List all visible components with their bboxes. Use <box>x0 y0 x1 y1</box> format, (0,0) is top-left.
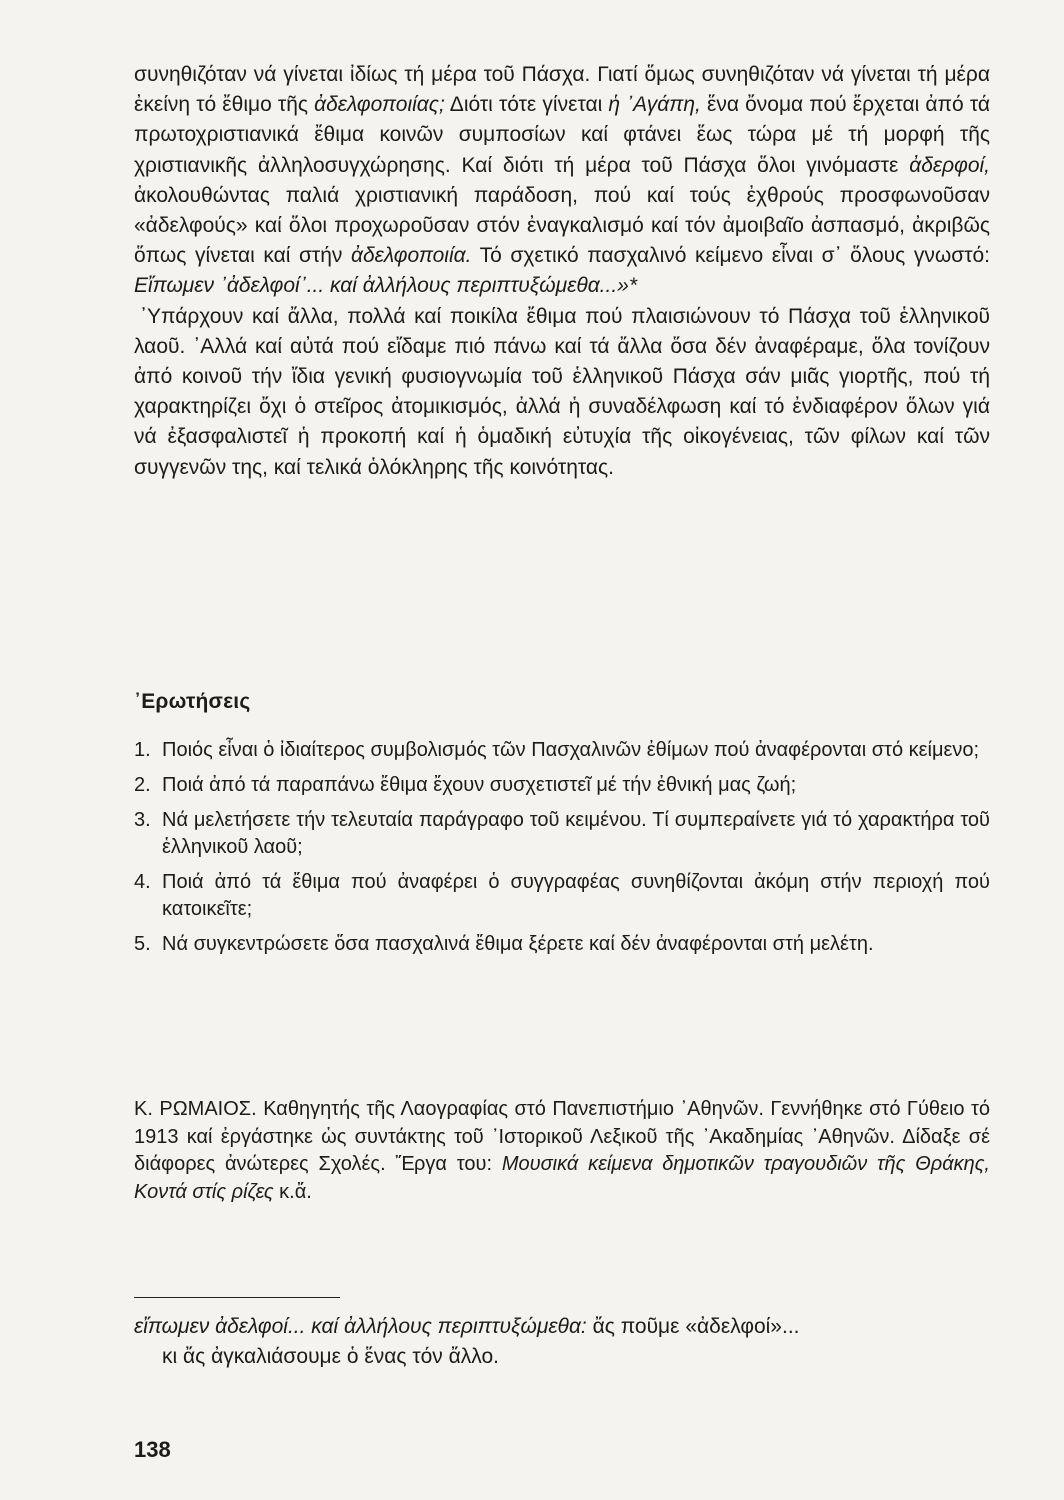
question-number: 2. <box>134 774 151 796</box>
italic-term: ἀδελφοποιία. <box>350 244 472 268</box>
question-text: Νά μελετήσετε τήν τελευταία παράγραφο τοῦ κειμένου. Τί συμπεραίνετε γιά τό χαρακτήρα τοῦ ἑλληνικοῦ λαοῦ; <box>162 809 990 858</box>
italic-quote: Εἴπωμεν ᾿ἀδελφοί᾿... καί ἀλλήλους περιπτυξώμεθα...»* <box>134 274 638 298</box>
question-number: 5. <box>134 933 151 955</box>
bio-tail: κ.ἄ. <box>273 1180 312 1203</box>
question-text: Ποιός εἶναι ὁ ἰδιαίτερος συμβολισμός τῶν Πασχαλινῶν ἐθίμων πού ἀναφέρονται στό κείμενο; <box>162 739 980 761</box>
footnote-line-1 <box>134 1312 994 1342</box>
footnote-rule <box>134 1297 340 1298</box>
question-number: 4. <box>134 871 151 893</box>
text-run: συνηθιζόταν νά γίνεται ἰδίως τή μέρα τοῦ Πάσχα. Γιατί ὅμως συνηθιζόταν νά γίνεται τή μέρα ἐκείνη τό ἔθιμο τῆς <box>134 63 990 117</box>
italic-term: ἀδερφοί, <box>909 153 990 177</box>
main-text <box>134 60 990 483</box>
bio-text: Κ. ΡΩΜΑΙΟΣ. Καθηγητής τῆς Λαογραφίας στό Πανεπιστήμιο ᾿Αθηνῶν. Γεννήθηκε στό Γύθειο τό 1913 καί ἐργάστηκε ὡς συντάκτης τοῦ ᾿Ιστορικοῦ Λεξικοῦ τῆς ᾿Ακαδημίας ᾿Αθηνῶν. Δίδαξε σέ διάφορες ἀνώτερες Σχολές. Ἔργα του: <box>134 1098 990 1175</box>
italic-term: ἀδελφοποιίας; <box>314 93 445 117</box>
question-text: Ποιά ἀπό τά παραπάνω ἔθιμα ἔχουν συσχετιστεῖ μέ τήν ἐθνική μας ζωή; <box>162 774 797 796</box>
question-item <box>134 931 990 958</box>
text-run: Τό σχετικό πασχαλινό κείμενο εἶναι σ᾿ ὅλους γνωστό: <box>471 244 991 268</box>
questions-heading: ᾿Ερωτήσεις <box>134 690 251 713</box>
footnote-gloss: ἄς ποῦμε «ἀδελφοί»... <box>586 1315 800 1338</box>
paragraph-1 <box>134 60 990 302</box>
question-text: Νά συγκεντρώσετε ὅσα πασχαλινά ἔθιμα ξέρετε καί δέν ἀναφέρονται στή μελέτη. <box>162 933 874 955</box>
text-run: ἀκολουθώντας παλιά χριστιανική παράδοση, πού καί τούς ἐχθρούς προσφωνοῦσαν «ἀδελφούς» καί ὅλοι προχωροῦσαν στόν ἐναγκαλισμό καί τόν ἀμοιβαῖο ἀσπασμό, ἀκριβῶς ὅπως γίνεται καί στήν <box>134 183 990 268</box>
footnote-line-2: κι ἄς ἀγκαλιάσουμε ὁ ἕνας τόν ἄλλο. <box>162 1345 499 1368</box>
italic-term: ἡ ᾿Αγάπη, <box>608 93 701 117</box>
question-number: 3. <box>134 809 151 831</box>
question-text: Ποιά ἀπό τά ἔθιμα πού ἀναφέρει ὁ συγγραφέας συνηθίζονται ἀκόμη στήν περιοχή πού κατοικεῖτε; <box>162 871 990 920</box>
question-item <box>134 807 990 861</box>
bio-works: Μουσικά κείμενα δημοτικῶν τραγουδιῶν τῆς Θράκης, Κοντά στίς ρίζες <box>134 1153 990 1203</box>
footnote <box>134 1312 994 1372</box>
question-number: 1. <box>134 739 151 761</box>
question-item <box>134 772 990 799</box>
author-bio <box>134 1096 990 1206</box>
paragraph-2: ᾿Υπάρχουν καί ἄλλα, πολλά καί ποικίλα ἔθιμα πού πλαισιώνουν τό Πάσχα τοῦ ἑλληνικοῦ λαοῦ. ᾿Αλλά καί αὐτά πού εἴδαμε πιό πάνω καί τά ἄλλα ὅσα δέν ἀναφέραμε, ὅλα τονίζουν ἀπό κοινοῦ τήν ἴδια γενική φυσιογνωμία τοῦ ἑλληνικοῦ Πάσχα σάν μιᾶς γιορτῆς, πού τή χαρακτηρίζει ὄχι ὁ στεῖρος ἀτομικισμός, ἀλλά ἡ συναδέλφωση καί τό ἐνδιαφέρον ὅλων γιά νά ἐξασφαλιστεῖ ἡ προκοπή καί ἡ ὁμαδική εὐτυχία τῆς οἰκογένειας, τῶν φίλων καί τῶν συγγενῶν της, καί τελικά ὁλόκληρης τῆς κοινότητας. <box>134 304 990 479</box>
questions-list <box>134 737 990 966</box>
text-run: ἕνα ὄνομα πού ἔρχεται ἀπό τά πρωτοχριστιανικά ἔθιμα κοινῶν συμποσίων καί φτάνει ἕως τώρα μέ τή μορφή τῆς χριστιανικῆς ἀλληλοσυγχώρησης. Καί διότι τή μέρα τοῦ Πάσχα ὅλοι γινόμαστε <box>134 93 990 177</box>
question-item <box>134 869 990 923</box>
page-number: 138 <box>134 1437 171 1462</box>
text-run: Διότι τότε γίνεται <box>444 93 609 117</box>
question-item <box>134 737 990 764</box>
footnote-term: εἴπωμεν ἀδελφοί... καί ἀλλήλους περιπτυξώμεθα: <box>134 1315 587 1338</box>
